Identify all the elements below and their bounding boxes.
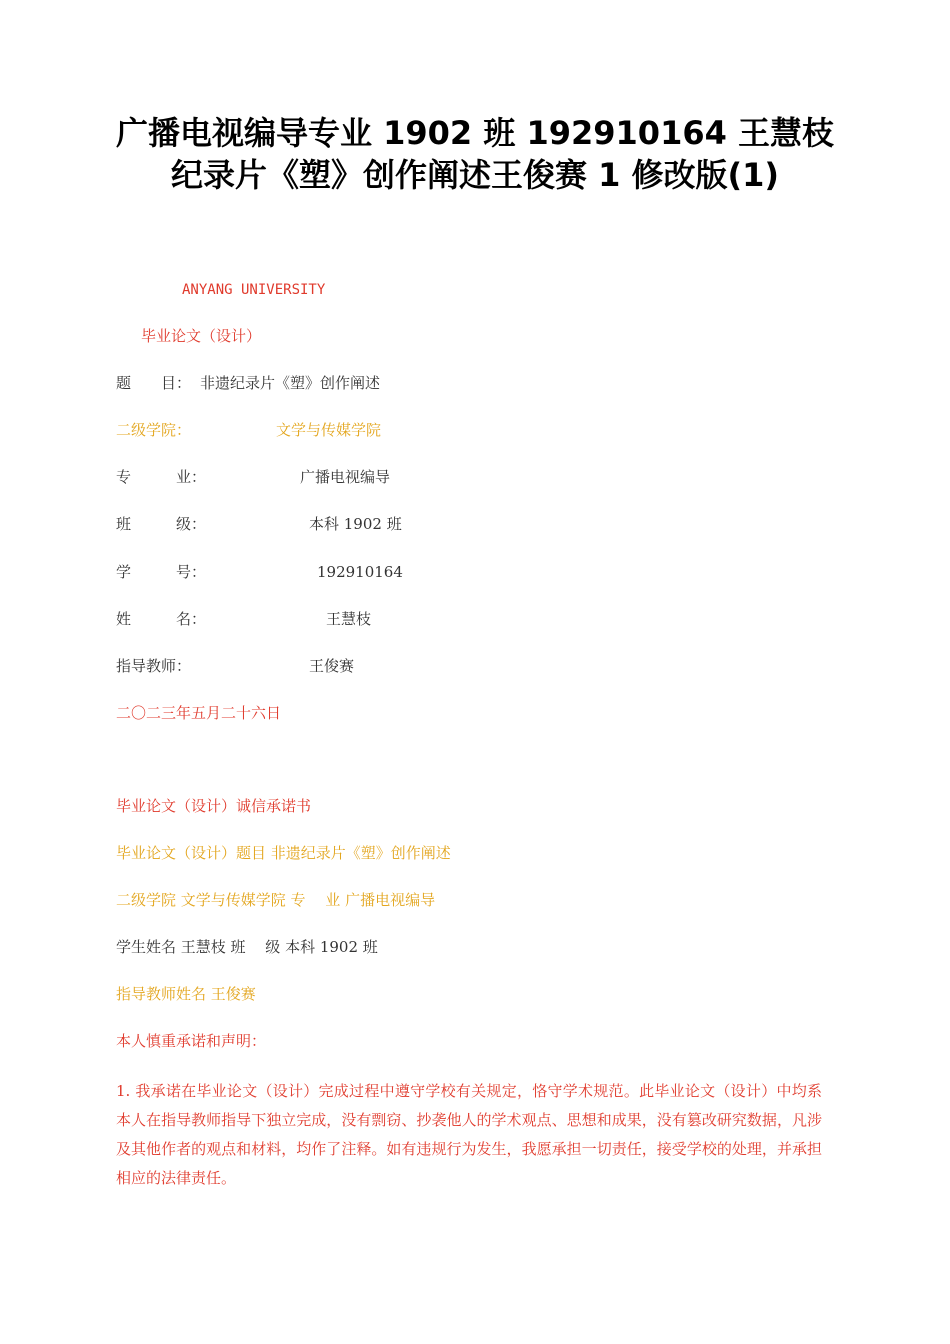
pledge-topic-line: 毕业论文（设计）题目 非遗纪录片《塑》创作阐述	[116, 844, 451, 862]
name-value: 王慧枝	[326, 610, 372, 628]
topic-value: 非遗纪录片《塑》创作阐述	[200, 374, 381, 392]
class-label: 班 级：	[116, 515, 207, 533]
name-label: 姓 名：	[116, 610, 207, 628]
topic-label: 题 目：	[116, 374, 192, 392]
pledge-advisor-line: 指导教师姓名 王俊赛	[116, 985, 256, 1003]
pledge-student-line: 学生姓名 王慧枝 班 级 本科 1902 班	[116, 938, 378, 956]
document-title-line-2: 纪录片《塑》创作阐述王俊赛 1 修改版(1)	[170, 156, 780, 194]
document-title	[0, 112, 950, 196]
class-value: 本科 1902 班	[309, 515, 402, 533]
student-id-label: 学 号：	[116, 563, 207, 581]
pledge-college-line: 二级学院 文学与传媒学院 专 业 广播电视编导	[116, 891, 436, 909]
thesis-type: 毕业论文（设计）	[141, 327, 262, 345]
document-title-line-1: 广播电视编导专业 1902 班 192910164 王慧枝	[115, 114, 835, 152]
pledge-item-1: 1. 我承诺在毕业论文（设计）完成过程中遵守学校有关规定，恪守学术规范。此毕业论文（设计）中均系本人在指导教师指导下独立完成，没有剽窃、抄袭他人的学术观点、思想和成果，没有篡改研究数据，凡涉及其他作者的观点和材料，均作了注释。如有违规行为发生，我愿承担一切责任，接受学校的处理，并承担相应的法律责任。	[116, 1082, 822, 1187]
cover-date: 二〇二三年五月二十六日	[116, 704, 282, 722]
college-label: 二级学院：	[116, 421, 192, 439]
pledge-heading: 毕业论文（设计）诚信承诺书	[116, 797, 312, 815]
college-value: 文学与传媒学院	[276, 421, 382, 439]
advisor-label: 指导教师：	[116, 657, 192, 675]
university-name: ANYANG UNIVERSITY	[182, 282, 326, 298]
student-id-value: 192910164	[317, 563, 403, 581]
major-label: 专 业：	[116, 468, 207, 486]
major-value: 广播电视编导	[300, 468, 391, 486]
advisor-value: 王俊赛	[309, 657, 355, 675]
pledge-declaration: 本人慎重承诺和声明：	[116, 1032, 267, 1050]
